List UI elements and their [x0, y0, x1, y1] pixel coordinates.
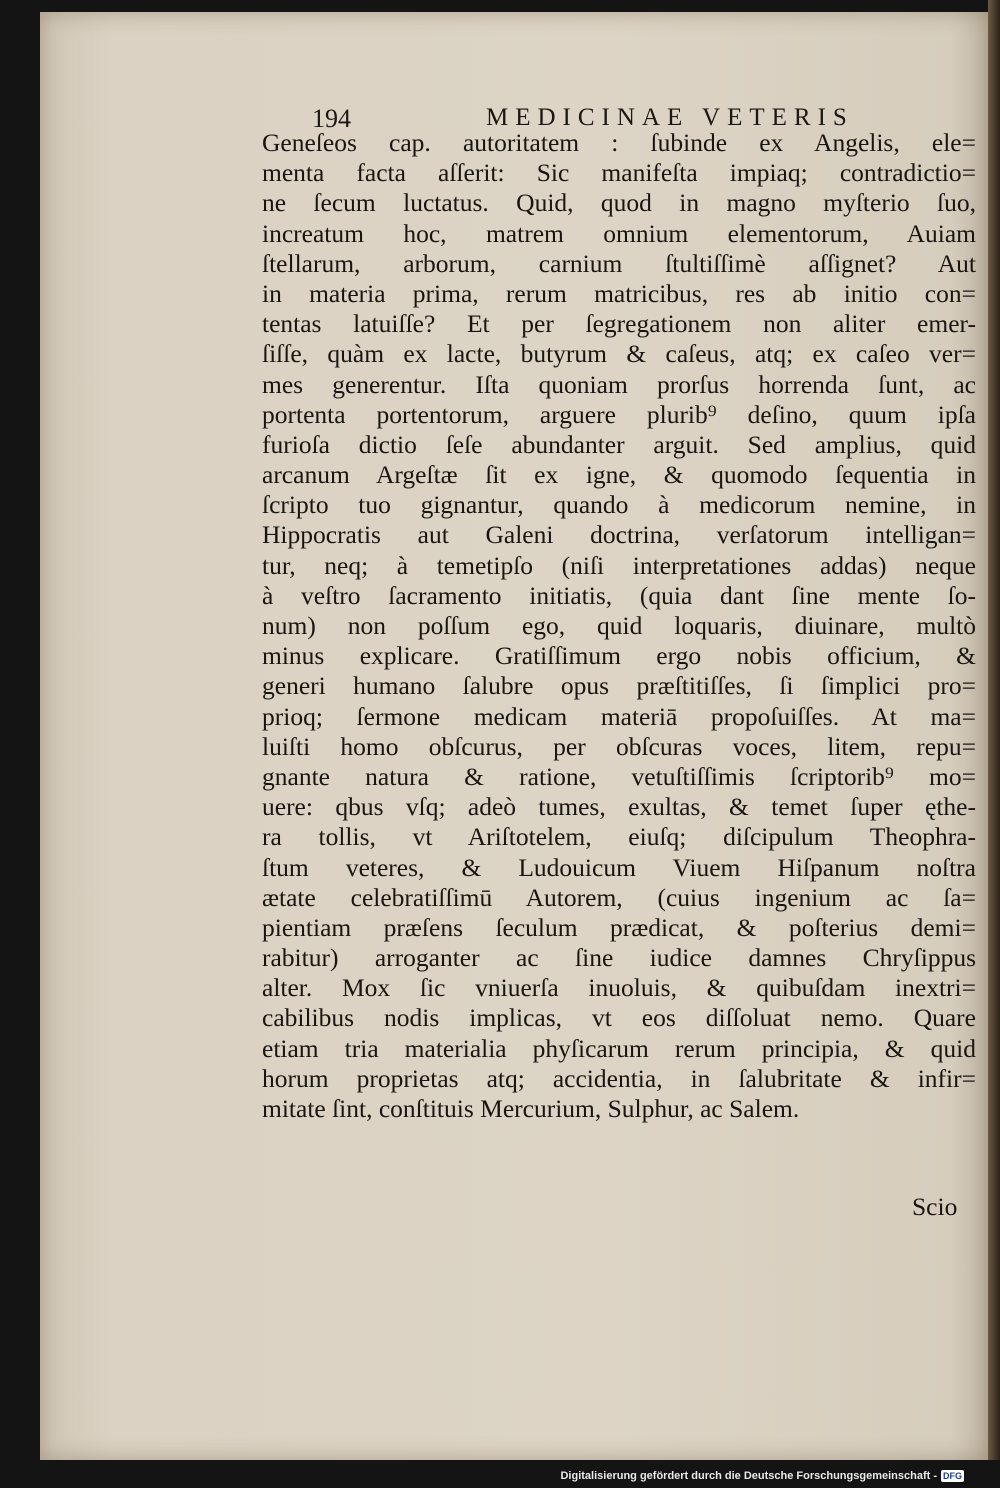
text-line: ſtum veteres, & Ludouicum Viuem Hiſpanum noſtra: [262, 852, 976, 882]
digitization-credit: [560, 1470, 964, 1482]
book-spine-shadow: [988, 0, 1000, 1460]
text-line: à veſtro ſacramento initiatis, (quia dant ſine mente ſo-: [262, 580, 976, 610]
text-line: Geneſeos cap. autoritatem : ſubinde ex Angelis, ele=: [262, 128, 976, 157]
text-line: generi humano ſalubre opus præſtitiſſes, ſi ſimplici pro=: [262, 671, 976, 701]
text-line: luiſti homo obſcurus, per obſcuras voces, litem, repu=: [262, 731, 976, 761]
text-line: gnante natura & ratione, vetuſtiſſimis ſcriptorib⁹ mo=: [262, 761, 976, 791]
text-line: pientiam præſens ſeculum prædicat, & poſterius demi=: [262, 912, 976, 942]
text-line: furioſa dictio ſeſe abundanter arguit. Sed amplius, quid: [262, 429, 976, 459]
text-line: ſcripto tuo gignantur, quando à medicorum nemine, in: [262, 490, 976, 520]
text-line: ra tollis, vt Ariſtotelem, eiuſq; diſcipulum Theophra-: [262, 822, 976, 852]
text-line: mes generentur. Iſta quoniam prorſus horrenda ſunt, ac: [262, 369, 976, 399]
text-line: uere: qbus vſq; adeò tumes, exultas, & temet ſuper ęthe-: [262, 792, 976, 822]
text-line: menta facta aſſerit: Sic manifeſta impiaq; contradictio=: [262, 158, 976, 188]
text-line: num) non poſſum ego, quid loquaris, diuinare, multò: [262, 611, 976, 640]
text-line: mitate ſint, conſtituis Mercurium, Sulphur, ac Salem.: [262, 1094, 800, 1123]
text-line: portenta portentorum, arguere plurib⁹ deſino, quum ipſa: [262, 399, 976, 429]
text-line: Hippocratis aut Galeni doctrina, verſatorum intelligan=: [262, 520, 976, 550]
text-line: rabitur) arroganter ac ſine iudice damnes Chryſippus: [262, 943, 976, 973]
running-head: MEDICINAE VETERIS: [486, 104, 854, 131]
text-line: tur, neq; à temetipſo (niſi interpretationes addas) neque: [262, 550, 976, 580]
text-line: arcanum Argeſtæ ſit ex igne, & quomodo ſequentia in: [262, 460, 976, 490]
body-text: [262, 128, 976, 1124]
text-line: ne ſecum luctatus. Quid, quod in magno myſterio ſuo,: [262, 188, 976, 218]
text-line: increatum hoc, matrem omnium elementorum, Auiam: [262, 218, 976, 248]
text-line: prioq; ſermone medicam materiā propoſuiſſes. At ma=: [262, 701, 976, 731]
text-line: ætate celebratiſſimū Autorem, (cuius ingenium ac ſa=: [262, 882, 976, 912]
text-line: alter. Mox ſic vniuerſa inuoluis, & quibuſdam inextri=: [262, 973, 976, 1003]
text-line: minus explicare. Gratiſſimum ergo nobis officium, &: [262, 641, 976, 671]
text-line: etiam tria materialia phyſicarum rerum principia, & quid: [262, 1033, 976, 1063]
text-line: ſtellarum, arborum, carnium ſtultiſſimè aſſignet? Aut: [262, 248, 976, 278]
text-line: ſiſſe, quàm ex lacte, butyrum & caſeus, atq; ex caſeo ver=: [262, 339, 976, 369]
credit-text: Digitalisierung gefördert durch die Deutsche Forschungsgemeinschaft -: [560, 1470, 937, 1482]
text-line: cabilibus nodis implicas, vt eos diſſoluat nemo. Quare: [262, 1003, 976, 1033]
dfg-logo-icon: DFG: [943, 1471, 962, 1481]
text-line: tentas latuiſſe? Et per ſegregationem non aliter emer-: [262, 309, 976, 339]
text-line: horum proprietas atq; accidentia, in ſalubritate & infir=: [262, 1063, 976, 1093]
page-number: 194: [312, 104, 351, 133]
text-line: in materia prima, rerum matricibus, res ab initio con=: [262, 278, 976, 308]
catchword: Scio: [912, 1192, 958, 1221]
